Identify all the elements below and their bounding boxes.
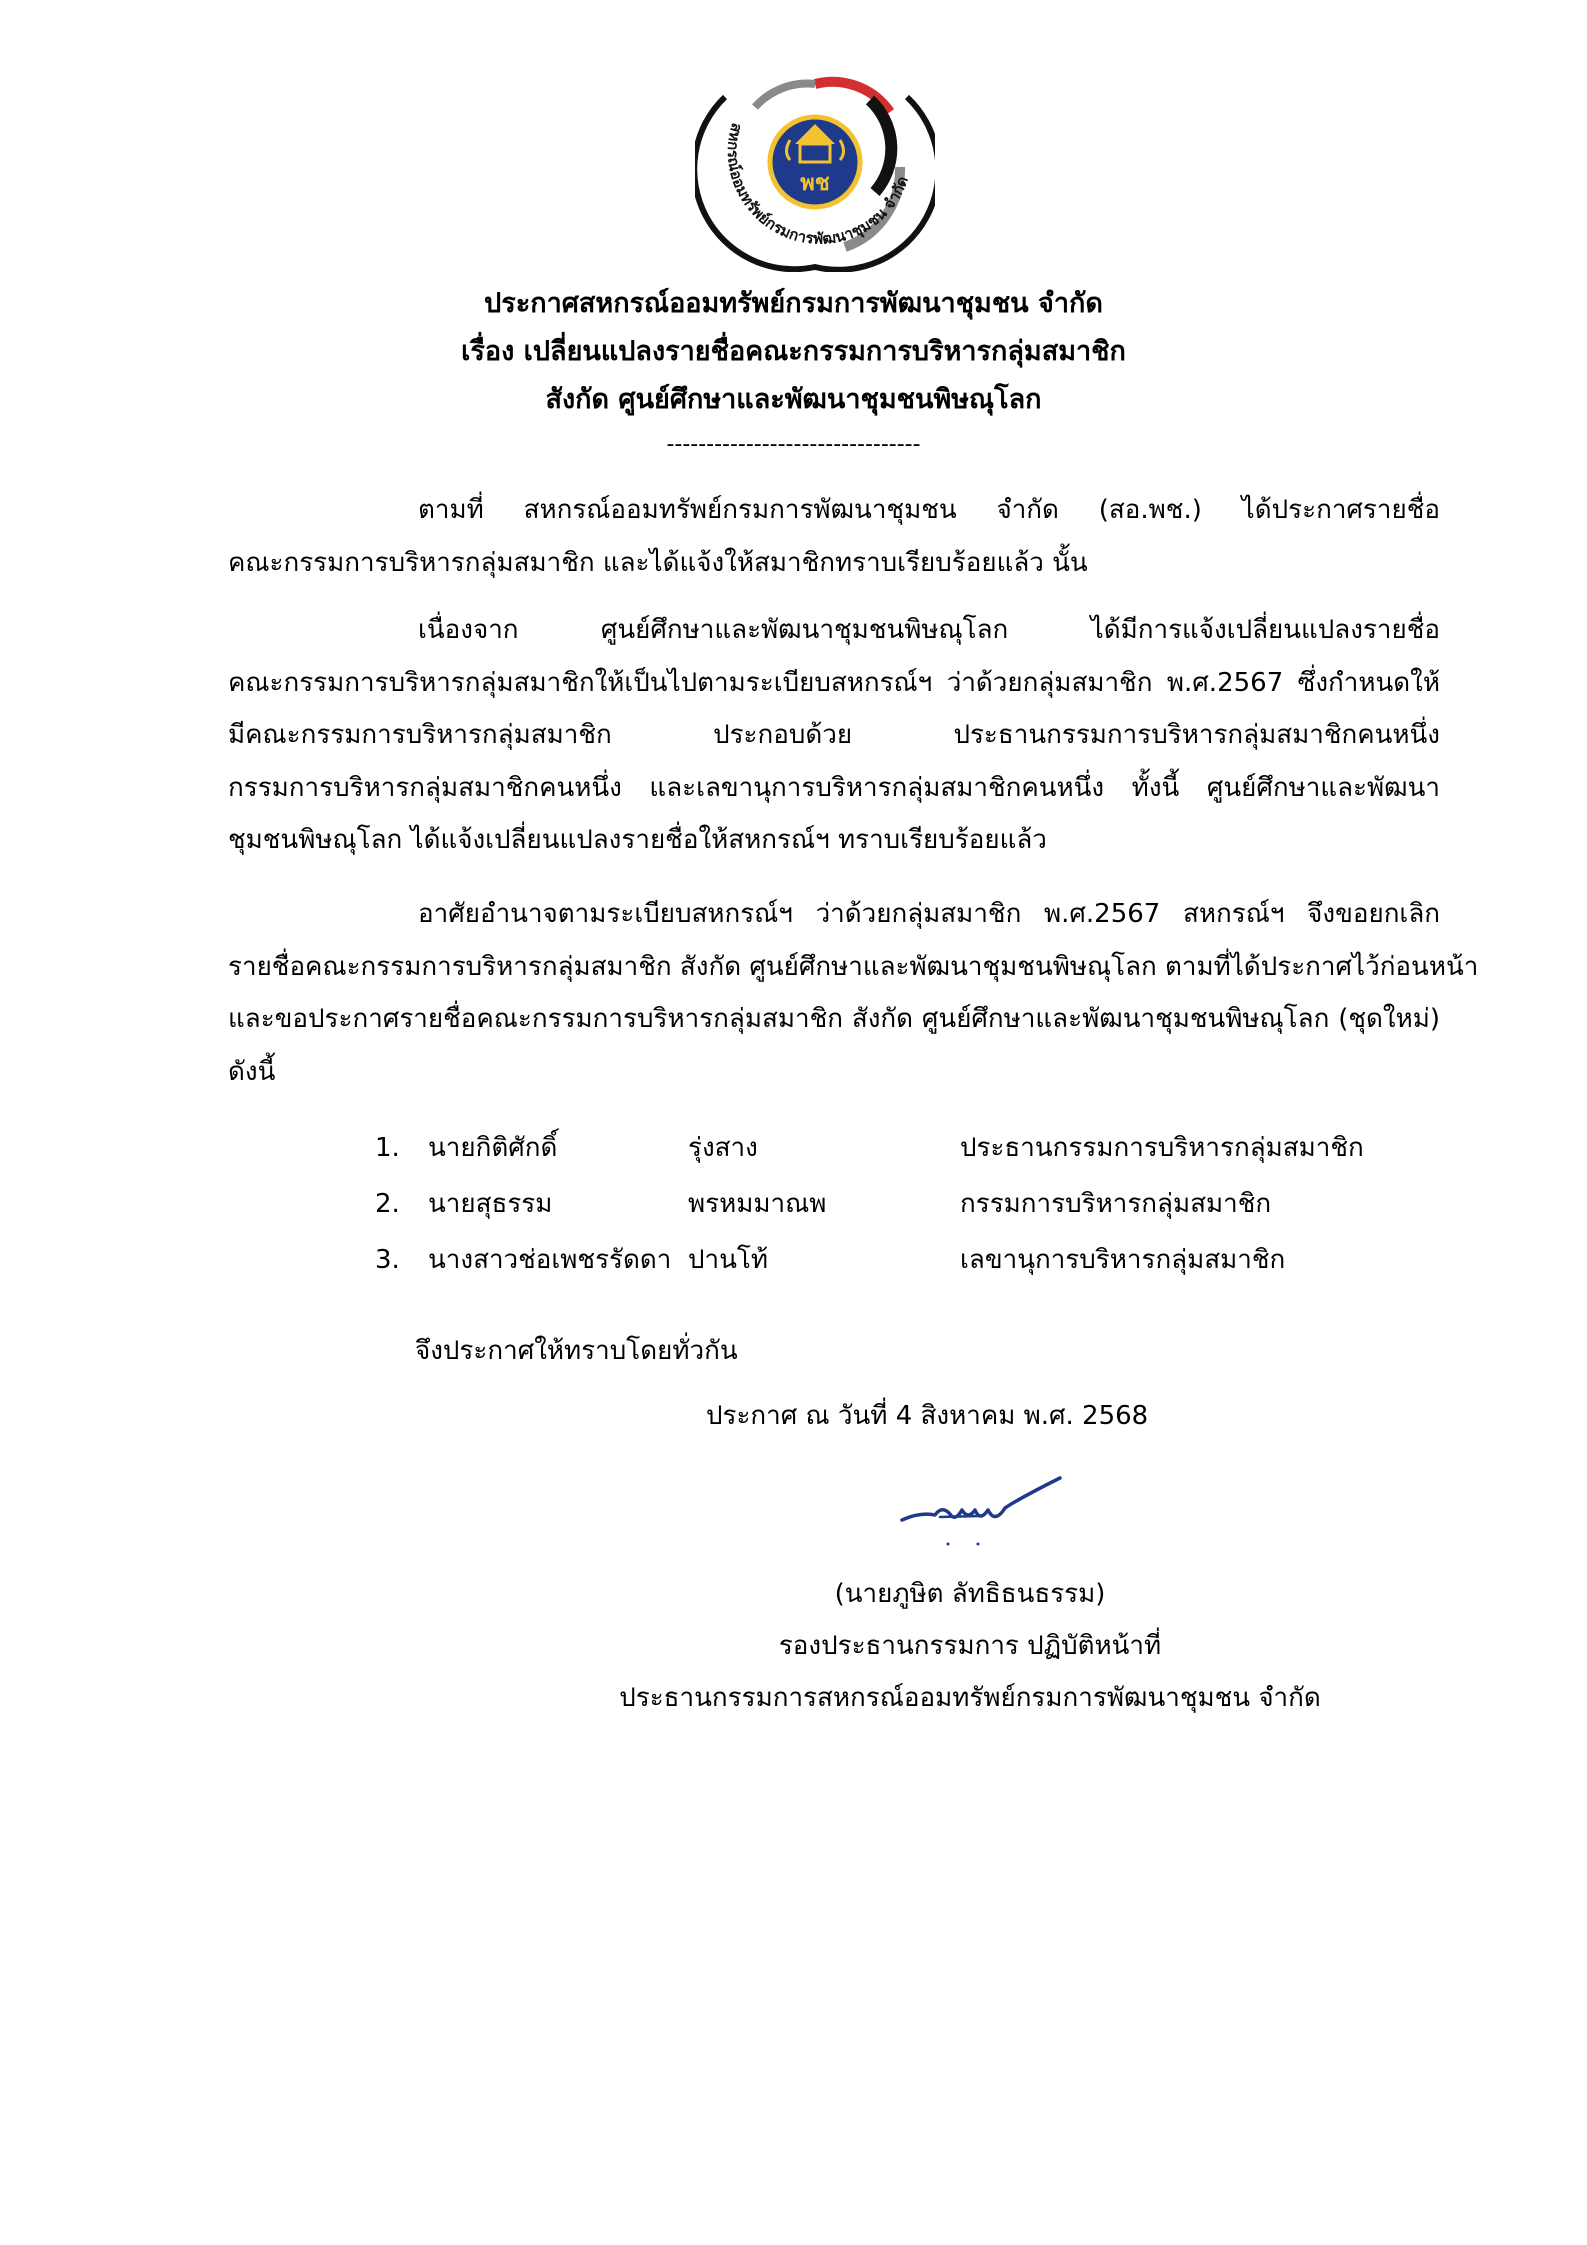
paragraph-2-line-1: เนื่องจาก ศูนย์ศึกษาและพัฒนาชุมชนพิษณุโลก ได้มีการแจ้งเปลี่ยนแปลงรายชื่อ: [418, 615, 1440, 645]
member-last-name: รุ่งสาง: [688, 1133, 758, 1163]
header-separator: --------------------------------: [666, 432, 921, 457]
member-last-name: ปานโท้: [688, 1245, 768, 1275]
signatory-name: (นายภูษิต ลัทธิธนธรรม): [834, 1579, 1106, 1609]
paragraph-2-line-4: กรรมการบริหารกลุ่มสมาชิกคนหนึ่ง และเลขานุการบริหารกลุ่มสมาชิกคนหนึ่ง ทั้งนี้ ศูนย์ศึกษาและพัฒนา: [228, 772, 1440, 803]
member-last-name: พรหมมาณพ: [688, 1189, 827, 1219]
paragraph-2-line-2: คณะกรรมการบริหารกลุ่มสมาชิกให้เป็นไปตามระเบียบสหกรณ์ฯ ว่าด้วยกลุ่มสมาชิก พ.ศ.2567 ซึ่งกำหนดให้: [228, 667, 1440, 698]
paragraph-3-line-2: รายชื่อคณะกรรมการบริหารกลุ่มสมาชิก สังกัด ศูนย์ศึกษาและพัฒนาชุมชนพิษณุโลก ตามที่ได้ประกาศไว้ก่อนหน้า: [228, 951, 1479, 982]
member-role: เลขานุการบริหารกลุ่มสมาชิก: [960, 1245, 1286, 1275]
paragraph-3-line-1: อาศัยอำนาจตามระเบียบสหกรณ์ฯ ว่าด้วยกลุ่มสมาชิก พ.ศ.2567 สหกรณ์ฯ จึงขอยกเลิก: [418, 899, 1440, 929]
signatory-title-1: รองประธานกรรมการ ปฏิบัติหน้าที่: [778, 1631, 1162, 1661]
paragraph-1: [228, 484, 1440, 589]
member-number: 3.: [375, 1245, 400, 1275]
closing-statement: จึงประกาศให้ทราบโดยทั่วกัน: [415, 1336, 738, 1366]
member-first-name: นางสาวช่อเพชรรัดดา: [428, 1245, 672, 1275]
member-number: 2.: [375, 1189, 400, 1219]
cooperative-logo: [695, 72, 935, 272]
paragraph-1-line-1: ตามที่ สหกรณ์ออมทรัพย์กรมการพัฒนาชุมชน จำกัด (สอ.พช.) ได้ประกาศรายชื่อ: [418, 495, 1440, 525]
logo-center-text: พช: [800, 171, 830, 196]
header-line-1: ประกาศสหกรณ์ออมทรัพย์กรมการพัฒนาชุมชน จำกัด: [484, 288, 1103, 319]
header-line-2: เรื่อง เปลี่ยนแปลงรายชื่อคณะกรรมการบริหารกลุ่มสมาชิก: [461, 336, 1126, 367]
member-role: ประธานกรรมการบริหารกลุ่มสมาชิก: [960, 1133, 1364, 1163]
member-role: กรรมการบริหารกลุ่มสมาชิก: [960, 1189, 1272, 1219]
header-line-3: สังกัด ศูนย์ศึกษาและพัฒนาชุมชนพิษณุโลก: [545, 384, 1042, 415]
logo-ring-text: สหกรณ์ออมทรัพย์กรมการพัฒนาชุมชน จำกัด: [723, 121, 912, 248]
paragraph-2-line-5: ชุมชนพิษณุโลก ได้แจ้งเปลี่ยนแปลงรายชื่อให้สหกรณ์ฯ ทราบเรียบร้อยแล้ว: [228, 825, 1047, 855]
signatory-title-2: ประธานกรรมการสหกรณ์ออมทรัพย์กรมการพัฒนาชุมชน จำกัด: [619, 1683, 1321, 1713]
member-first-name: นายสุธรรม: [428, 1189, 553, 1219]
announcement-date: ประกาศ ณ วันที่ 4 สิงหาคม พ.ศ. 2568: [706, 1401, 1149, 1431]
member-number: 1.: [375, 1133, 400, 1163]
paragraph-2: [228, 604, 1440, 867]
paragraph-3-line-4: ดังนี้: [228, 1056, 276, 1087]
paragraph-2-line-3: มีคณะกรรมการบริหารกลุ่มสมาชิก ประกอบด้วย ประธานกรรมการบริหารกลุ่มสมาชิกคนหนึ่ง: [228, 720, 1440, 750]
handwritten-signature: [880, 1470, 1080, 1550]
paragraph-1-line-2: คณะกรรมการบริหารกลุ่มสมาชิก และได้แจ้งให้สมาชิกทราบเรียบร้อยแล้ว นั้น: [228, 547, 1088, 578]
member-first-name: นายกิติศักดิ์: [428, 1133, 558, 1163]
paragraph-3-line-3: และขอประกาศรายชื่อคณะกรรมการบริหารกลุ่มสมาชิก สังกัด ศูนย์ศึกษาและพัฒนาชุมชนพิษณุโลก (ชุดใหม่): [228, 1004, 1440, 1034]
paragraph-3: [228, 888, 1479, 1098]
